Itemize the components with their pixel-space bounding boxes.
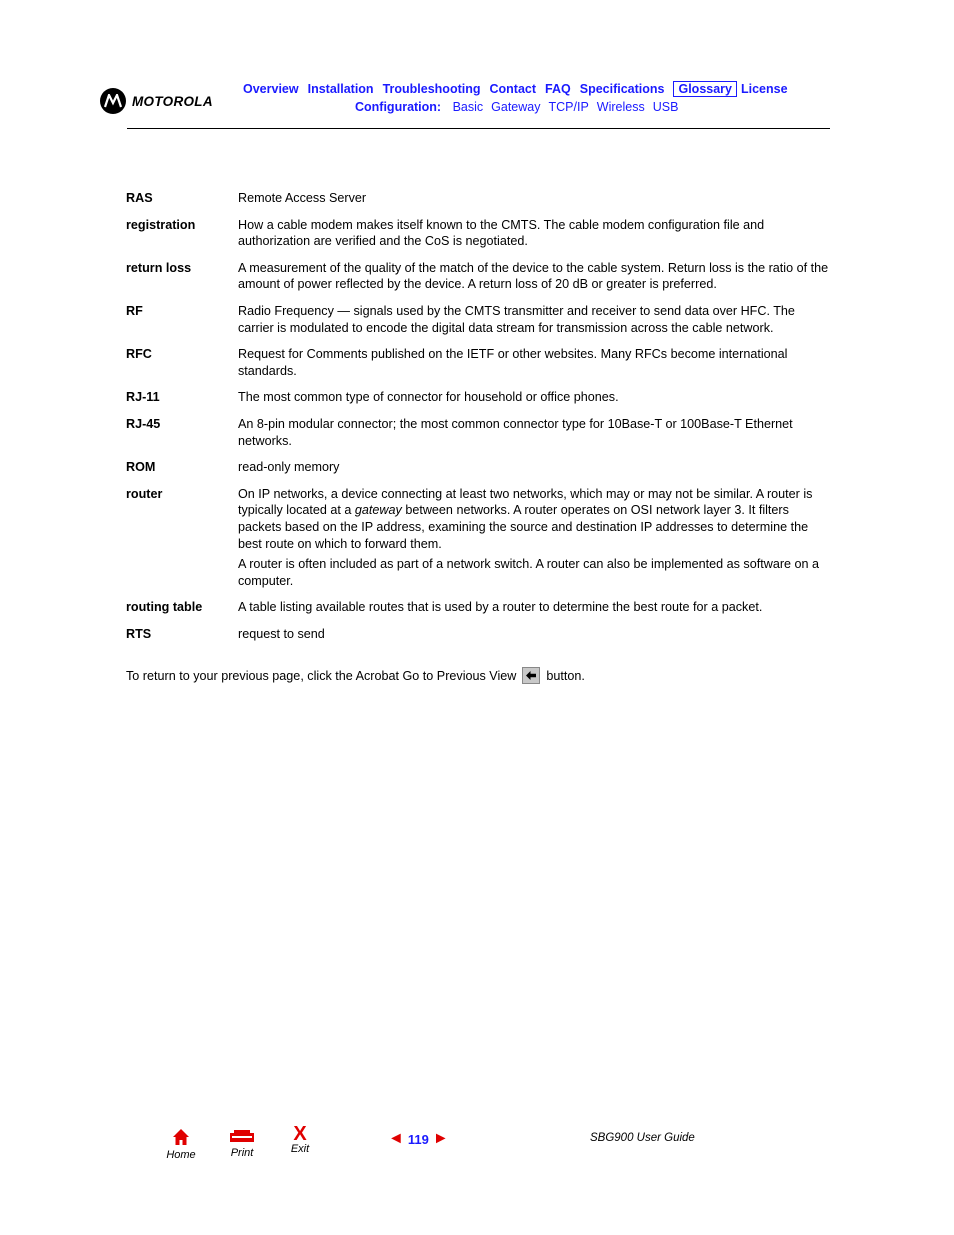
page-navigator [388,1130,449,1148]
config-link-wireless[interactable]: Wireless [596,100,645,114]
nav-link-faq[interactable]: FAQ [545,82,571,96]
glossary-definition [238,190,832,207]
glossary-definition [238,389,832,406]
glossary-entry [126,217,832,250]
home-label: Home [166,1149,196,1161]
glossary-definition [238,260,832,293]
nav-link-troubleshooting[interactable]: Troubleshooting [382,82,481,96]
return-text-after: button. [546,668,585,683]
glossary-entry [126,346,832,379]
definition-paragraph: An 8-pin modular connector; the most common connector type for 10Base-T or 100Base-T Ethernet networks. [238,416,793,448]
glossary-entry [126,599,832,616]
glossary-entry [126,459,832,476]
print-label: Print [230,1147,254,1159]
motorola-logo [100,88,213,114]
return-text-before: To return to your previous page, click the Acrobat Go to Previous View [126,668,517,683]
nav-link-license[interactable]: License [741,82,788,96]
next-page-icon[interactable]: ► [432,1130,449,1147]
config-link-basic[interactable]: Basic [452,100,484,114]
definition-paragraph: Radio Frequency — signals used by the CMTS transmitter and receiver to send data over HFC. The carrier is modulated to encode the digital data stream for transmission across the cable network. [238,303,795,335]
home-icon [172,1128,190,1146]
configuration-label: Configuration: [355,100,442,114]
glossary-term: RJ-45 [126,416,161,431]
previous-page-icon[interactable]: ◄ [388,1130,404,1147]
header-divider [127,128,830,129]
glossary-definition [238,217,832,250]
glossary-definition [238,459,832,476]
return-instruction [126,667,585,684]
glossary-term: return loss [126,260,192,275]
definition-paragraph: The most common type of connector for household or office phones. [238,390,619,405]
definition-paragraph: A router is often included as part of a network switch. A router can also be implemented as software on a computer. [238,557,820,588]
exit-label: Exit [290,1143,310,1155]
definition-paragraph: How a cable modem makes itself known to the CMTS. The cable modem configuration file and authorization are verified and the CoS is negotiated. [238,217,765,249]
glossary-entry [126,486,832,590]
glossary-term: RJ-11 [126,390,160,405]
definition-paragraph: A measurement of the quality of the match of the device to the cable system. Return loss is the ratio of the amount of power reflected by the device. A return loss of 20 dB or greater is preferred. [238,260,829,292]
glossary-entry [126,389,832,406]
definition-paragraph: Remote Access Server [238,191,367,205]
glossary-definition [238,486,832,590]
guide-title: SBG900 User Guide [590,1132,695,1144]
configuration-nav [355,100,686,114]
glossary-term: router [126,486,163,501]
nav-link-glossary[interactable]: Glossary [673,81,737,97]
glossary-entry [126,626,832,643]
nav-link-overview[interactable]: Overview [243,82,299,96]
logo-wordmark: MOTOROLA [132,93,213,109]
glossary-term: RTS [126,626,152,641]
previous-view-button[interactable] [522,667,540,684]
glossary-term: routing table [126,600,203,615]
config-link-tcp-ip[interactable]: TCP/IP [548,100,589,114]
print-button[interactable] [224,1130,260,1159]
glossary-definition [238,599,832,616]
glossary-entry [126,416,832,449]
definition-paragraph: On IP networks, a device connecting at least two networks, which may or may not be similar. A router is typically located at a gateway between networks. A router operates on OSI network layer 3. It filters packets based on the IP address, examining the source and destination IP addresses to determine the best route on which to forward them. [238,486,813,551]
home-button[interactable] [163,1128,199,1161]
exit-icon: X [293,1123,307,1145]
printer-icon [229,1130,255,1144]
glossary-entry [126,260,832,293]
primary-nav [243,81,797,97]
back-arrow-icon [526,671,536,680]
config-link-usb[interactable]: USB [652,100,679,114]
motorola-batwing-icon [100,88,126,114]
nav-link-contact[interactable]: Contact [489,82,537,96]
glossary-term: RFC [126,347,152,362]
glossary-term: ROM [126,460,156,475]
definition-paragraph: read-only memory [238,460,340,475]
glossary-term: registration [126,217,196,232]
glossary-entry [126,190,832,207]
glossary-definition [238,346,832,379]
definition-paragraph: Request for Comments published on the IETF or other websites. Many RFCs become international standards. [238,347,788,378]
glossary-entry [126,303,832,336]
definition-paragraph: request to send [238,626,325,641]
definition-paragraph: A table listing available routes that is used by a router to determine the best route for a packet. [238,600,763,615]
nav-link-installation[interactable]: Installation [307,82,374,96]
glossary-definition [238,303,832,336]
glossary-definition [238,626,832,643]
glossary-term: RAS [126,191,153,205]
glossary-definition [238,416,832,449]
nav-link-specifications[interactable]: Specifications [579,82,665,96]
glossary-list [126,190,832,652]
page-number: 119 [407,1131,429,1147]
glossary-term: RF [126,303,143,318]
exit-button[interactable] [282,1125,318,1155]
config-link-gateway[interactable]: Gateway [491,100,541,114]
